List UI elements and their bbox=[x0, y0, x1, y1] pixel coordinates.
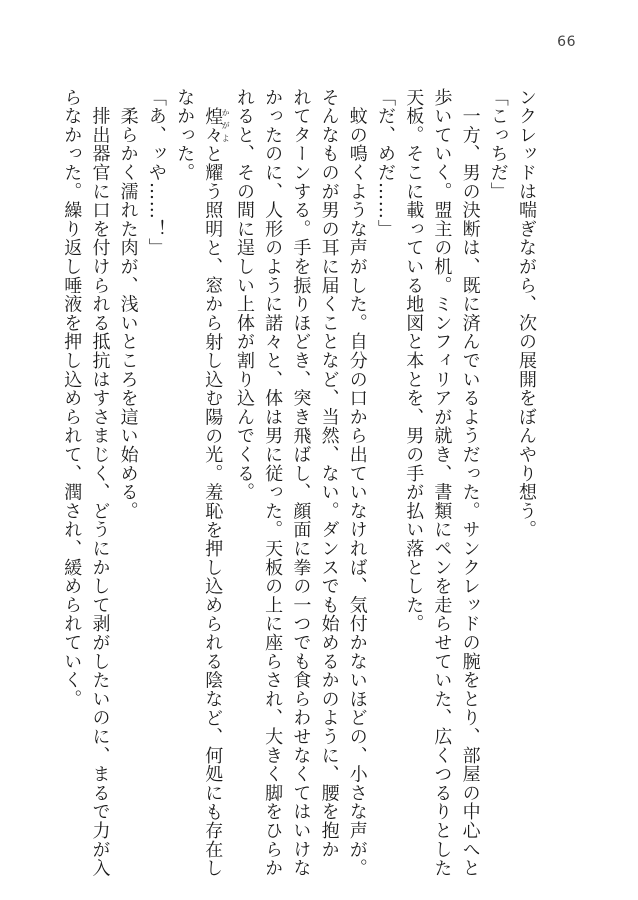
text-line: 一方、男の決断は、既に済んでいるようだった。サンクレッドの腕をとり、部屋の中心へと bbox=[459, 88, 481, 878]
text-line: らなかった。繰り返し唾液を押し込められて、潤され、緩められていく。 bbox=[61, 88, 83, 709]
text-line: かったのに、人形のように諾々と、体は男に従った。天板の上に座らされ、大きく脚をひらか bbox=[262, 88, 284, 878]
text-line: そんなものが男の耳に届くことなど、当然、ない。ダンスでも始めるかのように、腰を抱か bbox=[318, 88, 340, 859]
text-line: ンクレッドは喘ぎながら、次の展開をぼんやり想う。 bbox=[516, 88, 537, 540]
ruby-line-rest: と耀う照明と、窓から射し込む陽の光。羞恥を押し込められる陰など、何処にも存在し bbox=[202, 144, 224, 878]
page-number: 66 bbox=[557, 34, 576, 50]
text-line: れると、その間に逞しい上体が割り込んでくる。 bbox=[233, 88, 255, 502]
text-line: れてターンする。手を振りほどき、突き飛ばし、顔面に拳の一つでも食らわせなくてはいけな bbox=[290, 88, 312, 878]
text-line: 柔らかく濡れた肉が、浅いところを這い始める。 bbox=[117, 88, 139, 521]
text-line: なかった。 bbox=[174, 88, 196, 182]
text-line: 「こっちだ」 bbox=[487, 88, 509, 201]
ruby-base: 煌々 bbox=[202, 106, 224, 145]
text-line: 「だ、めだ……」 bbox=[374, 88, 396, 239]
text-line: 歩いていく。盟主の机。ミンフィリアが就き、書類にペンを走らせていた、広くつるりとした bbox=[431, 88, 453, 878]
body-text bbox=[57, 88, 540, 878]
text-line: 蚊の鳴くような声がした。自分の口から出ていなければ、気付かないほどの、小さな声が。 bbox=[346, 88, 368, 878]
text-line: 「あ、ッや……！」 bbox=[145, 88, 167, 258]
text-line-with-ruby bbox=[198, 88, 231, 878]
ruby-reading: かがよ bbox=[221, 106, 231, 145]
indent-space bbox=[202, 88, 223, 107]
ruby-annotation bbox=[202, 106, 231, 145]
text-line: 排出器官に口を付けられる抵抗はすさまじく、どうにかして剥がしたいのに、まるで力が入 bbox=[89, 88, 111, 878]
text-line: 天板。そこに載っている地図と本とを、男の手が払い落とした。 bbox=[403, 88, 425, 634]
